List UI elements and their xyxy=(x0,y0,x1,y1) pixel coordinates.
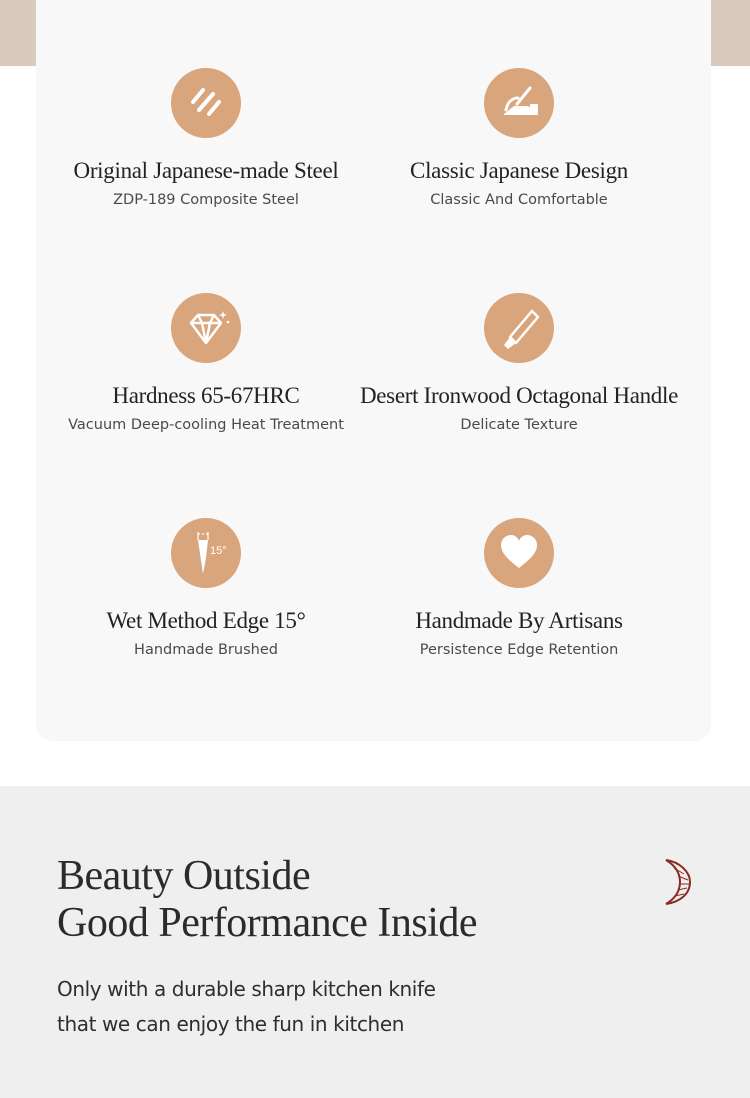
tagline xyxy=(57,972,436,1042)
feature-subtitle: ZDP-189 Composite Steel xyxy=(113,192,299,208)
feature-subtitle: Delicate Texture xyxy=(460,417,578,433)
feature-edge xyxy=(36,518,376,658)
heart-icon xyxy=(484,518,554,588)
feature-title: Handmade By Artisans xyxy=(415,608,623,633)
hand-pen-icon xyxy=(484,68,554,138)
bottom-section xyxy=(0,786,750,1098)
feature-title: Hardness 65-67HRC xyxy=(112,383,300,408)
feature-title: Desert Ironwood Octagonal Handle xyxy=(359,383,679,408)
blade-angle-icon xyxy=(171,518,241,588)
features-card xyxy=(36,0,711,741)
feature-title: Wet Method Edge 15° xyxy=(106,608,306,633)
crescent-moon-icon xyxy=(660,856,694,908)
diamond-icon xyxy=(171,293,241,363)
headline-line-1: Beauty Outside xyxy=(57,853,311,899)
headline xyxy=(57,853,477,947)
tagline-line-2: that we can enjoy the fun in kitchen xyxy=(57,1012,404,1036)
feature-subtitle: Handmade Brushed xyxy=(134,642,278,658)
knife-handle-icon xyxy=(484,293,554,363)
feature-subtitle: Classic And Comfortable xyxy=(430,192,608,208)
feature-subtitle: Vacuum Deep-cooling Heat Treatment xyxy=(68,417,344,433)
feature-title: Classic Japanese Design xyxy=(410,158,628,183)
diagonal-lines-icon xyxy=(171,68,241,138)
feature-handmade xyxy=(349,518,689,658)
feature-hardness xyxy=(36,293,376,433)
tagline-line-1: Only with a durable sharp kitchen knife xyxy=(57,977,436,1001)
headline-line-2: Good Performance Inside xyxy=(57,900,478,946)
feature-handle xyxy=(349,293,689,433)
feature-subtitle: Persistence Edge Retention xyxy=(419,642,619,658)
angle-label: 15° xyxy=(210,545,227,557)
feature-design xyxy=(349,68,689,208)
feature-title: Original Japanese-made Steel xyxy=(73,158,339,183)
feature-steel xyxy=(36,68,376,208)
